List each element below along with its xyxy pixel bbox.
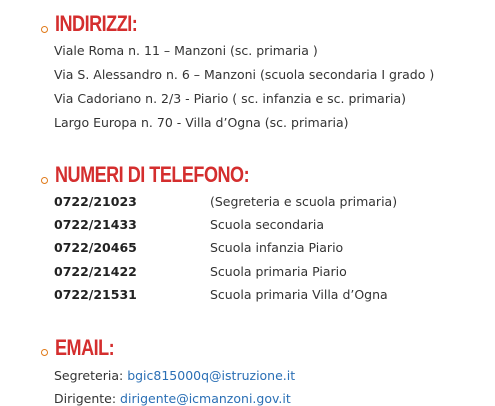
email-link[interactable]: dirigente@icmanzoni.gov.it: [120, 391, 291, 406]
address-line: Viale Roma n. 11 – Manzoni (sc. primaria ): [54, 43, 318, 58]
phone-number[interactable]: 0722/21023: [54, 194, 137, 209]
bullet-icon: [41, 349, 48, 356]
address-line: Via Cadoriano n. 2/3 - Piario ( sc. infanzia e sc. primaria): [54, 91, 406, 106]
email-heading: EMAIL:: [55, 335, 115, 360]
phone-label: Scuola primaria Villa d’Ogna: [210, 287, 388, 302]
bullet-icon: [41, 177, 48, 184]
email-label: Segreteria:: [54, 368, 124, 383]
phone-label: Scuola infanzia Piario: [210, 240, 344, 255]
email-row: [54, 391, 291, 406]
phone-number[interactable]: 0722/20465: [54, 240, 137, 255]
phone-number[interactable]: 0722/21531: [54, 287, 137, 302]
address-line: Largo Europa n. 70 - Villa d’Ogna (sc. primaria): [54, 115, 349, 130]
email-label: Dirigente:: [54, 391, 117, 406]
address-line: Via S. Alessandro n. 6 – Manzoni (scuola secondaria I grado ): [54, 67, 435, 82]
phones-heading: NUMERI DI TELEFONO:: [55, 162, 250, 187]
email-row: [54, 368, 295, 383]
phone-number[interactable]: 0722/21422: [54, 264, 137, 279]
phone-label: Scuola primaria Piario: [210, 264, 347, 279]
email-link[interactable]: bgic815000q@istruzione.it: [127, 368, 296, 383]
phone-label: Scuola secondaria: [210, 217, 324, 232]
bullet-icon: [41, 26, 48, 33]
phone-label: (Segreteria e scuola primaria): [210, 194, 398, 209]
phone-number[interactable]: 0722/21433: [54, 217, 137, 232]
addresses-heading: INDIRIZZI:: [55, 11, 138, 36]
